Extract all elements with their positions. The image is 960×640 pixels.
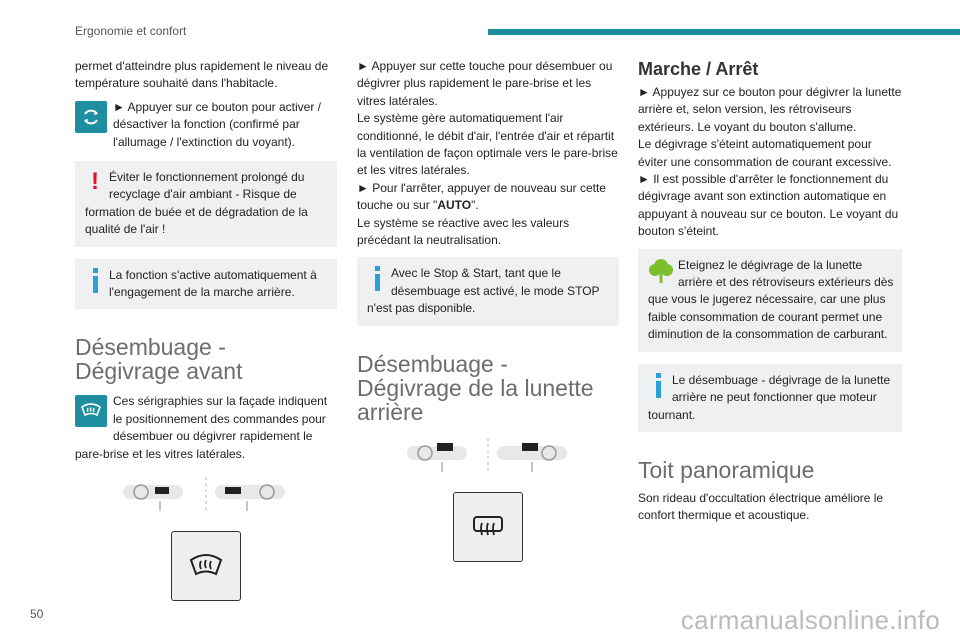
auto-label: AUTO bbox=[437, 198, 472, 213]
info-icon bbox=[367, 265, 387, 291]
warning-text: Éviter le fonctionnement prolongé du recyclage d'air ambiant - Risque de formation de buée et de dégradation de la qualité de l'air ! bbox=[85, 170, 308, 237]
front-defrost-button-illustration bbox=[171, 531, 241, 601]
info-note bbox=[75, 259, 337, 310]
recycle-paragraph: ► Appuyer sur ce bouton pour activer / désactiver la fonction (confirmé par l'allumage / l'extinction du voyant). bbox=[113, 99, 321, 149]
col2-p3-pre: ► Pour l'arrêter, appuyer de nouveau sur cette touche ou sur " bbox=[357, 180, 606, 213]
info-text: La fonction s'active automatiquement à l'engagement de la marche arrière. bbox=[109, 267, 317, 300]
air-recycle-icon bbox=[75, 101, 107, 133]
dashboard-figure-front bbox=[75, 475, 337, 525]
section-title-front-defrost: Désembuage - Dégivrage avant bbox=[75, 334, 243, 385]
screen-print-block bbox=[75, 393, 337, 463]
screen-print-paragraph: Ces sérigraphies sur la façade indiquent le positionnement des commandes pour désembuer ou dégivrer rapidement le pare-brise et les vitres latérales. bbox=[75, 394, 328, 461]
page-number: 50 bbox=[30, 607, 44, 621]
front-defrost-icon bbox=[75, 395, 107, 427]
column-2 bbox=[357, 58, 619, 562]
section-title-on-off: Marche / Arrêt bbox=[638, 59, 759, 79]
col2-info-note bbox=[357, 257, 619, 325]
info-icon bbox=[85, 267, 105, 293]
col3-paragraph-3: ► Il est possible d'arrêter le fonctionnement du dégivrage avant son extinction automatique en appuyant à nouveau sur ce bouton. Le voyant du bouton s'éteint. bbox=[638, 172, 899, 239]
column-3 bbox=[638, 58, 902, 525]
rear-defrost-button-illustration bbox=[453, 492, 523, 562]
eco-note bbox=[638, 249, 902, 352]
dashboard-location-illustration-rear bbox=[357, 438, 619, 484]
warning-icon: ! bbox=[91, 168, 99, 196]
info-icon bbox=[648, 372, 668, 398]
column-1 bbox=[75, 58, 337, 601]
warning-note bbox=[75, 161, 337, 247]
col3-paragraph-2: Le dégivrage s'éteint automatiquement pour éviter une consommation de courant excessive. bbox=[638, 137, 892, 169]
recycle-block bbox=[75, 99, 337, 151]
col3-paragraph-1: ► Appuyez sur ce bouton pour dégivrer la lunette arrière et, selon version, les rétroviseurs extérieurs. Le voyant du bouton s'allume. bbox=[638, 85, 902, 134]
col3-info-note bbox=[638, 364, 902, 432]
header-accent-bar bbox=[488, 29, 960, 35]
eco-tree-icon bbox=[648, 257, 674, 283]
front-defrost-button-icon bbox=[186, 546, 226, 586]
col3-paragraph-4: Son rideau d'occultation électrique améliore le confort thermique et acoustique. bbox=[638, 490, 884, 523]
dashboard-figure-rear bbox=[357, 438, 619, 484]
eco-text: Eteignez le dégivrage de la lunette arrière et des rétroviseurs extérieurs dès que vous le jugerez nécessaire, car une plus faible consommation de courant permet une diminution de la consommation de carburant. bbox=[648, 257, 894, 342]
col2-info-text: Avec le Stop & Start, tant que le désembuage est activé, le mode STOP n'est pas disponible. bbox=[367, 266, 600, 316]
col2-p3-post: ". bbox=[471, 198, 479, 213]
col2-paragraph-1: ► Appuyer sur cette touche pour désembuer ou dégivrer plus rapidement le pare-brise et les vitres latérales. bbox=[357, 59, 613, 108]
col2-paragraph-4: Le système se réactive avec les valeurs précédant la neutralisation. bbox=[357, 215, 570, 248]
intro-paragraph: permet d'atteindre plus rapidement le niveau de température souhaité dans l'habitacle. bbox=[75, 59, 329, 91]
section-title-panoramic-roof: Toit panoramique bbox=[638, 456, 815, 483]
col2-paragraph-3 bbox=[357, 180, 619, 215]
watermark: carmanualsonline.info bbox=[680, 605, 940, 635]
dashboard-location-illustration bbox=[75, 475, 337, 525]
col3-info-text: Le désembuage - dégivrage de la lunette arrière ne peut fonctionner que moteur tournant. bbox=[648, 372, 891, 422]
section-title-rear-defrost: Désembuage - Dégivrage de la lunette arrière bbox=[357, 350, 594, 425]
rear-defrost-button-icon bbox=[468, 507, 508, 547]
page-header-title: Ergonomie et confort bbox=[75, 24, 187, 38]
col2-paragraph-2: Le système gère automatiquement l'air conditionné, le débit d'air, l'entrée d'air et répartit la ventilation de façon optimale vers le pare-brise et les vitres latérales. bbox=[357, 111, 618, 178]
